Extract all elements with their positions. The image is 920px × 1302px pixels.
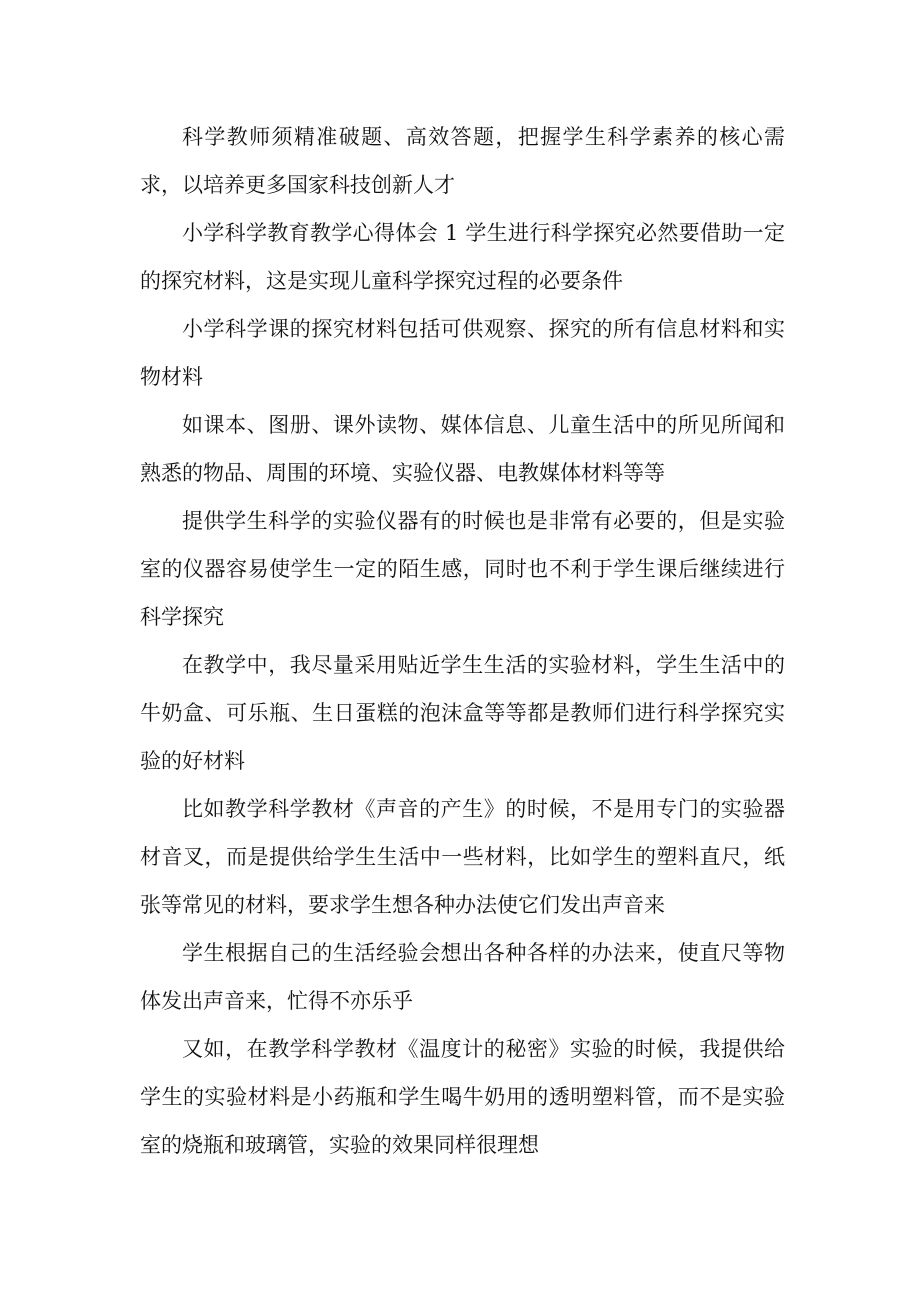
paragraph-6: 在教学中，我尽量采用贴近学生生活的实验材料，学生生活中的牛奶盒、可乐瓶、生日蛋糕的泡沫盒等等都是教师们进行科学探究实验的好材料	[140, 653, 785, 773]
paragraph-2: 小学科学教育教学心得体会 1 学生进行科学探究必然要借助一定的探究材料，这是实现儿童科学探究过程的必要条件	[140, 221, 785, 293]
paragraph-5: 提供学生科学的实验仪器有的时候也是非常有必要的，但是实验室的仪器容易使学生一定的陌生感，同时也不利于学生课后继续进行科学探究	[140, 509, 785, 629]
document-body	[140, 113, 785, 1169]
paragraph-9: 又如，在教学科学教材《温度计的秘密》实验的时候，我提供给学生的实验材料是小药瓶和学生喝牛奶用的透明塑料管，而不是实验室的烧瓶和玻璃管，实验的效果同样很理想	[140, 1037, 785, 1157]
paragraph-4: 如课本、图册、课外读物、媒体信息、儿童生活中的所见所闻和熟悉的物品、周围的环境、实验仪器、电教媒体材料等等	[140, 413, 785, 485]
paragraph-8: 学生根据自己的生活经验会想出各种各样的办法来，使直尺等物体发出声音来，忙得不亦乐乎	[140, 941, 785, 1013]
paragraph-1: 科学教师须精准破题、高效答题，把握学生科学素养的核心需求，以培养更多国家科技创新人才	[140, 125, 785, 197]
paragraph-7: 比如教学科学教材《声音的产生》的时候，不是用专门的实验器材音叉，而是提供给学生生活中一些材料，比如学生的塑料直尺，纸张等常见的材料，要求学生想各种办法使它们发出声音来	[140, 797, 785, 917]
paragraph-3: 小学科学课的探究材料包括可供观察、探究的所有信息材料和实物材料	[140, 317, 785, 389]
